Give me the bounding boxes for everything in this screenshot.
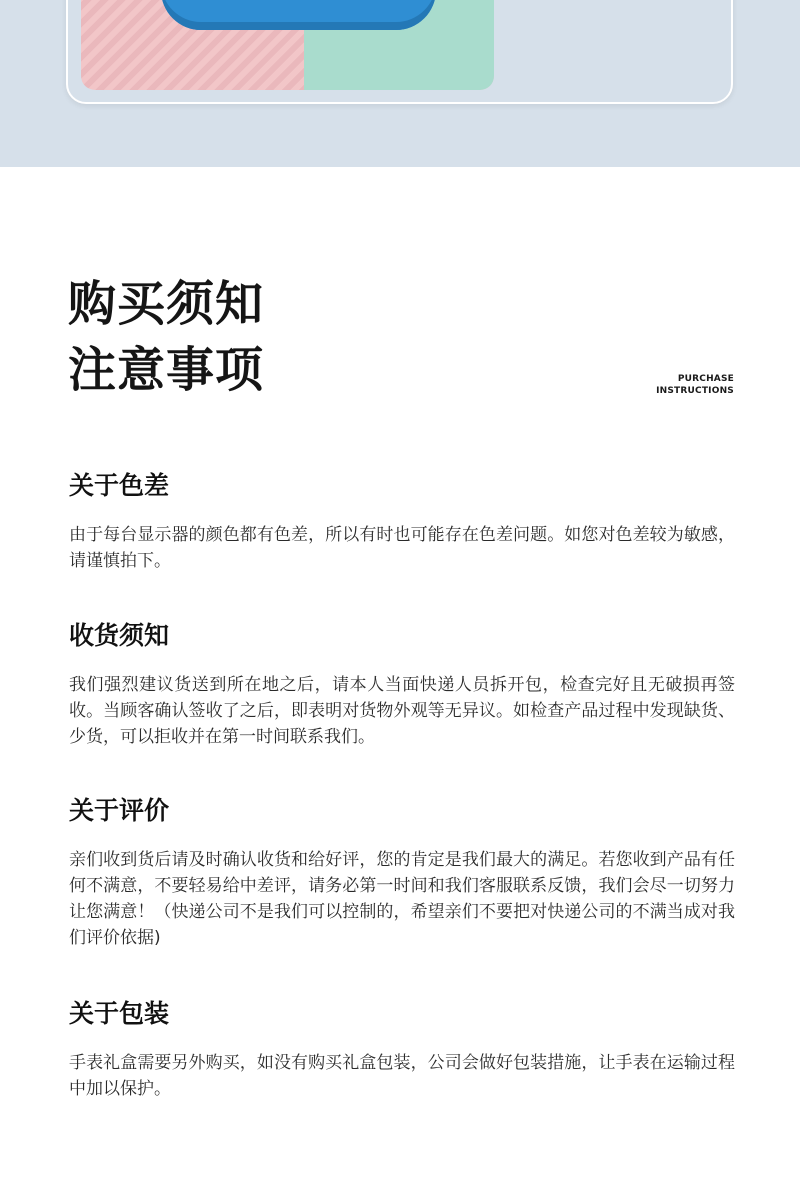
english-subtitle-line1: PURCHASE <box>677 374 734 384</box>
product-photo <box>81 0 494 90</box>
section-heading: 关于评价 <box>69 796 170 825</box>
section-body: 我们强烈建议货送到所在地之后，请本人当面快递人员拆开包，检查完好且无破损再签收。当顾客确认签收了之后，即表明对货物外观等无异议。如检查产品过程中发现缺货、少货，可以拒收并在第一时间联系我们。 <box>69 675 735 747</box>
page-title-line2: 注意事项 <box>68 342 265 398</box>
blue-device <box>161 0 436 30</box>
page-title-line1: 购买须知 <box>68 276 265 332</box>
section-body: 亲们收到货后请及时确认收货和给好评，您的肯定是我们最大的满足。若您收到产品有任何不满意，不要轻易给中差评，请务必第一时间和我们客服联系反馈，我们会尽一切努力让您满意！（快递公司不是我们可以控制的，希望亲们不要把对快递公司的不满当成对我们评价依据) <box>69 850 735 948</box>
section-color-difference <box>69 470 735 571</box>
section-body: 由于每台显示器的颜色都有色差，所以有时也可能存在色差问题。如您对色差较为敏感，请谨慎拍下。 <box>69 525 735 571</box>
english-subtitle-line2: INSTRUCTIONS <box>656 386 734 396</box>
english-subtitle <box>656 373 734 397</box>
section-receiving-notice <box>69 620 735 747</box>
section-body: 手表礼盒需要另外购买，如没有购买礼盒包装，公司会做好包装措施，让手表在运输过程中加以保护。 <box>69 1053 735 1099</box>
section-heading: 收货须知 <box>69 621 170 650</box>
section-packaging <box>69 998 735 1099</box>
section-heading: 关于色差 <box>69 471 170 500</box>
section-reviews <box>69 795 735 948</box>
section-heading: 关于包装 <box>69 999 170 1028</box>
